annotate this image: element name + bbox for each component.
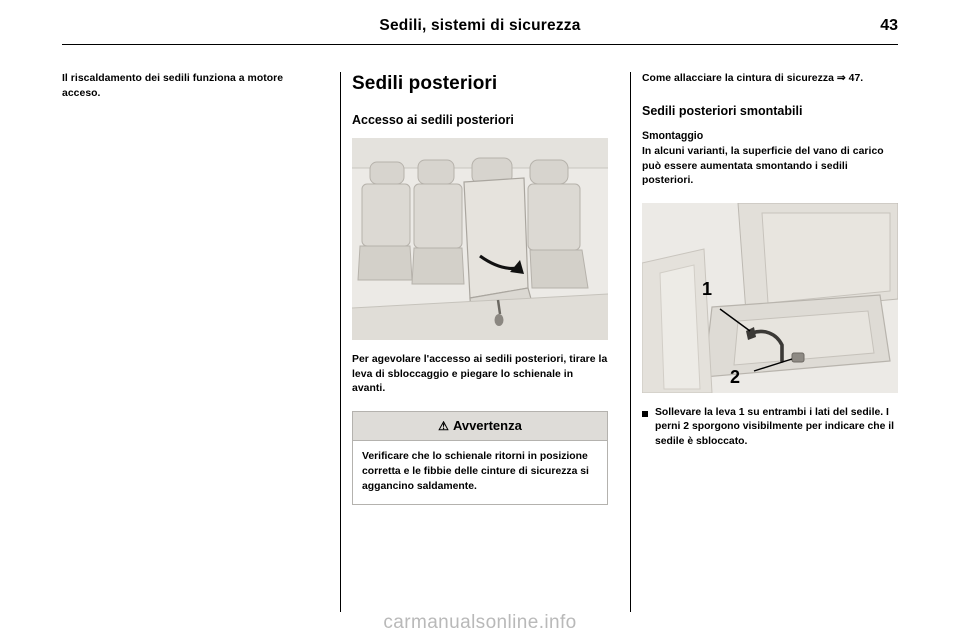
svg-text:2: 2 [730,366,741,387]
section-heading-rear-seats: Sedili posteriori [352,73,498,94]
rear-seat-removal-figure [642,203,898,393]
column3-paragraph: In alcuni varianti, la superficie del vano di carico può essere aumentata smontando i sedili posteriori. [642,146,884,186]
column1-paragraph: Il riscaldamento dei sedili funziona a motore acceso. [62,73,284,99]
svg-text:1: 1 [702,278,713,299]
cross-reference-arrow-icon: ⇒ [836,73,846,84]
sub-subheading-removal: Smontaggio [642,129,704,142]
bullet-text: Sollevare la leva 1 su entrambi i lati del sedile. I perni 2 sporgono visibilmente per indicare che il sedile è sbloccato. [655,406,895,447]
page-header [62,16,898,46]
warning-text: Verificare che lo schienale ritorni in posizione corretta e le fibbie delle cinture di sicurezza si aggancino saldamente. [362,450,589,492]
subsection-heading-removable-seats: Sedili posteriori smontabili [642,103,803,118]
page-number: 43 [880,17,898,34]
column-divider-2 [630,72,631,612]
bullet-square-icon [642,411,648,417]
header-title: Sedili, sistemi di sicurezza [379,17,581,34]
column-divider-1 [340,72,341,612]
column3-intro-text: Come allacciare la cintura di sicurezza [642,73,834,84]
warning-triangle-icon: ⚠ [438,418,449,433]
header-divider [62,44,898,45]
bullet-list-item [642,406,898,450]
warning-header [353,412,607,441]
column3-intro [642,72,898,87]
column-1 [62,72,318,101]
subsection-heading-access: Accesso ai sedili posteriori [352,113,514,127]
warning-title: Avvertenza [452,418,522,433]
column-2 [352,72,608,505]
column-3 [642,72,898,449]
warning-box [352,411,608,505]
footer-watermark: carmanualsonline.info [383,612,577,633]
rear-seats-access-illustration [352,138,608,340]
rear-seats-access-figure [352,138,608,340]
rear-seat-removal-illustration [642,203,898,393]
column2-paragraph: Per agevolare l'accesso ai sedili posteriori, tirare la leva di sbloccaggio e piegare lo schienale in avanti. [352,354,608,394]
column3-intro-page: 47. [848,73,864,84]
